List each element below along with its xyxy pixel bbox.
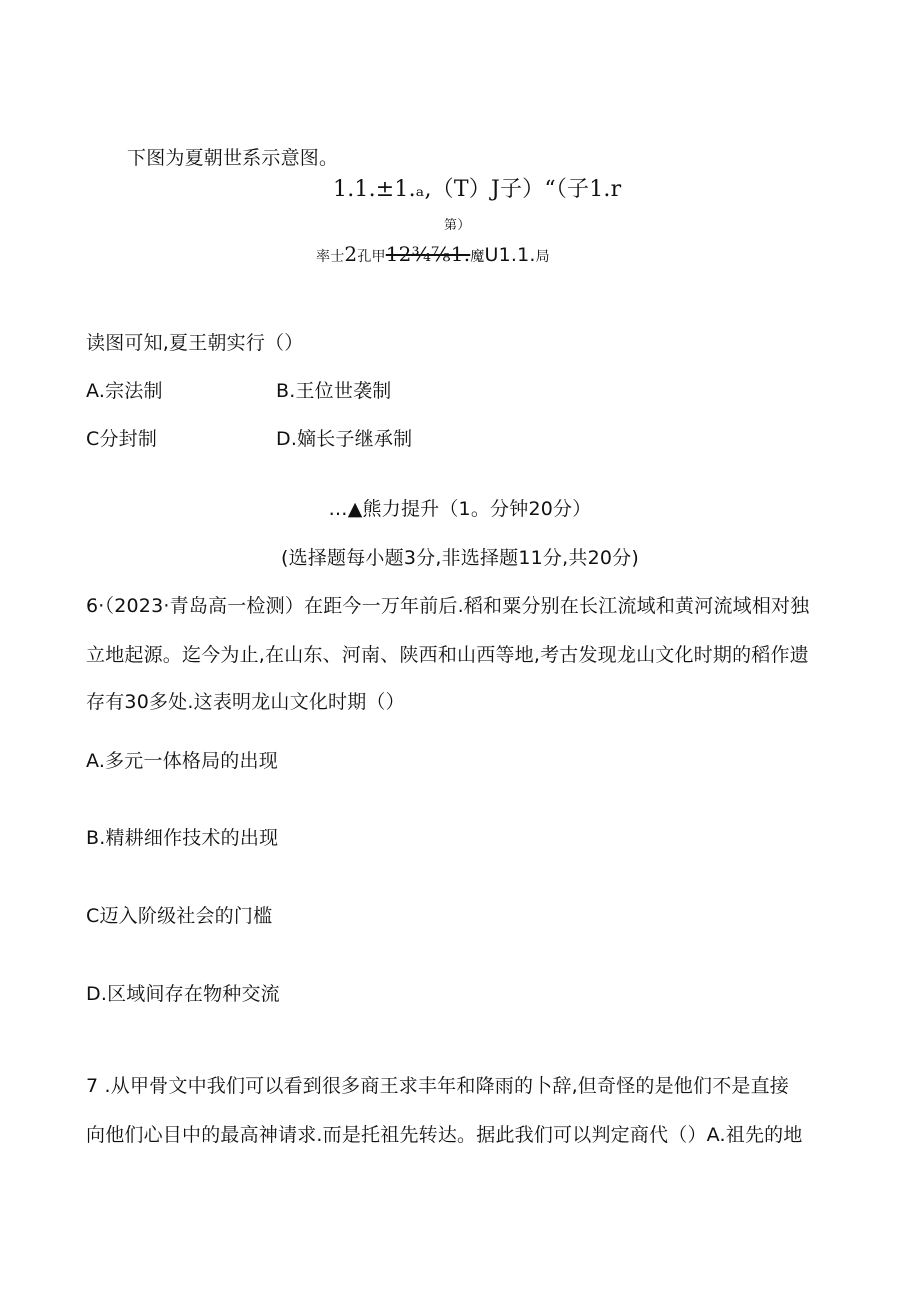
diagram-middle-label: 第） [444,218,471,233]
q5-option-d: D.嫡长子继承制 [276,428,413,450]
q6-line-2: 立地起源。迄今为止,在山东、河南、陕西和山西等地,考古发现龙山文化时期的稻作遗 [86,644,809,666]
q6-line-3: 存有30多处.这表明龙山文化时期（） [86,691,405,713]
q6-option-b: B.精耕细作技术的出现 [86,827,279,849]
section-subtitle: (选择题每小题3分,非选择题11分,共20分) [281,547,639,569]
diagram-bottom-d: 魔 [470,249,485,265]
q6-option-c: C迈入阶级社会的门槛 [86,905,273,927]
q5-stem: 读图可知,夏王朝实行（） [86,332,304,354]
diagram-top-line: 1.1.±1.ₐ,（T）J子）“（子1.r [333,177,622,202]
section-title: …▲熊力提升（1。分钟20分） [328,498,592,520]
diagram-bottom-struck: 12¾⅞1. [385,242,471,266]
q5-option-c: C分封制 [86,428,158,450]
q6-option-a: A.多元一体格局的出现 [86,750,278,772]
q6-option-d: D.区域间存在物种交流 [86,983,280,1005]
q5-option-b: B.王位世袭制 [276,380,392,402]
diagram-bottom-a: 率士 [316,249,345,265]
q5-option-a: A.宗法制 [86,380,163,402]
diagram-bottom-e: U1.1. [484,244,536,266]
diagram-bottom-c: 孔甲 [357,249,386,265]
diagram-bottom-f: 局 [535,249,550,265]
q7-line-1: 7 .从甲骨文中我们可以看到很多商王求丰年和降雨的卜辞,但奇怪的是他们不是直接 [86,1075,790,1097]
diagram-bottom-line [316,242,550,269]
q6-line-1: 6·（2023·青岛高一检测）在距今一万年前后.稻和粟分别在长江流域和黄河流域相对独 [86,595,810,617]
intro-text: 下图为夏朝世系示意图。 [127,147,339,169]
q7-line-2: 向他们心目中的最高神请求.而是托祖先转达。据此我们可以判定商代（）A.祖先的地 [86,1124,803,1146]
diagram-bottom-b: 2 [344,242,358,266]
